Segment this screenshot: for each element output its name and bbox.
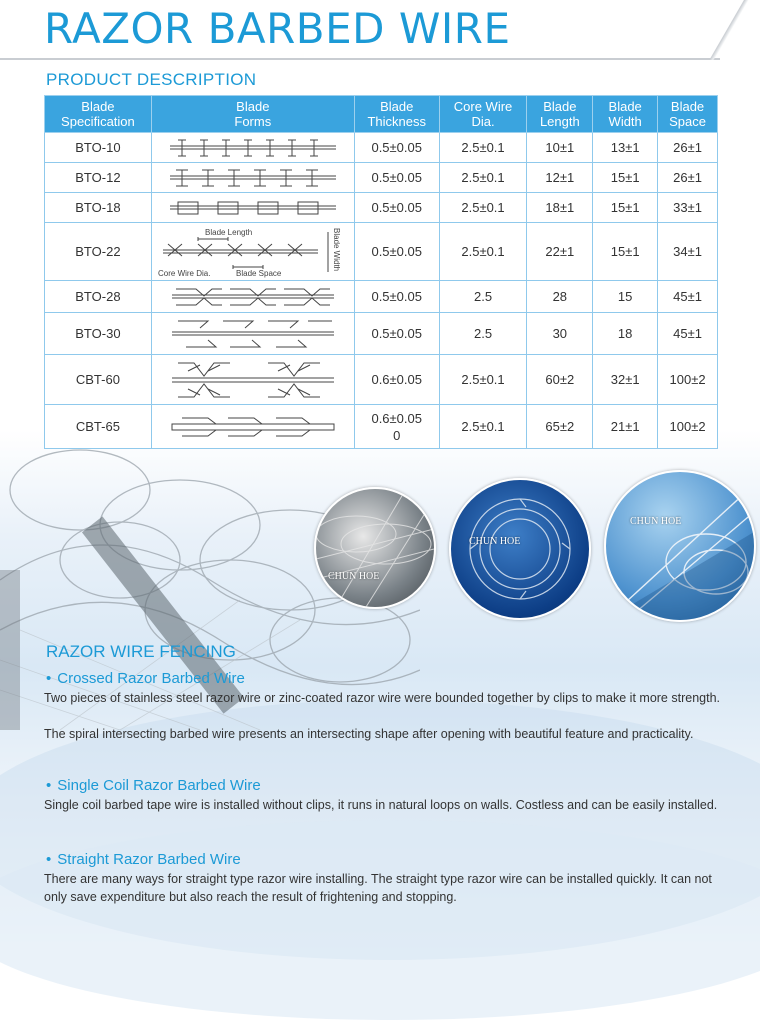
thickness-cell: 0.5±0.05 <box>354 223 439 281</box>
photo-caption: CHUN HOE <box>469 536 521 547</box>
space-cell: 33±1 <box>658 193 718 223</box>
blade-form-cell <box>151 281 354 313</box>
column-header: Blade Forms <box>151 96 354 133</box>
blade-form-bto-28-icon <box>168 285 338 309</box>
length-cell: 28 <box>527 281 593 313</box>
photo-caption: CHUN HOE <box>630 516 682 527</box>
table-row <box>45 405 718 449</box>
spec-cell: BTO-18 <box>45 193 152 223</box>
length-cell: 10±1 <box>527 133 593 163</box>
core-wire-cell: 2.5±0.1 <box>439 355 527 405</box>
width-cell: 15±1 <box>593 223 658 281</box>
thickness-cell: 0.6±0.05 0 <box>354 405 439 449</box>
spec-cell: BTO-10 <box>45 133 152 163</box>
bullet-icon: • <box>46 851 52 868</box>
length-cell: 65±2 <box>527 405 593 449</box>
space-cell: 45±1 <box>658 313 718 355</box>
page-title: RAZOR BARBED WIRE <box>44 4 511 53</box>
space-cell: 26±1 <box>658 163 718 193</box>
table-row <box>45 223 718 281</box>
width-cell: 21±1 <box>593 405 658 449</box>
crossed-razor-paragraph: The spiral intersecting barbed wire presents an intersecting shape after opening with beautiful feature and practicality. <box>44 727 694 741</box>
blade-form-bto-22-diagram <box>153 224 353 280</box>
spec-cell: CBT-65 <box>45 405 152 449</box>
table-row <box>45 193 718 223</box>
width-cell: 15±1 <box>593 163 658 193</box>
title-band <box>0 0 720 60</box>
spec-cell: BTO-12 <box>45 163 152 193</box>
length-cell: 18±1 <box>527 193 593 223</box>
column-header: Blade Space <box>658 96 718 133</box>
length-cell: 12±1 <box>527 163 593 193</box>
blade-form-cbt-60-icon <box>168 359 338 401</box>
space-cell: 100±2 <box>658 405 718 449</box>
column-header: Core Wire Dia. <box>439 96 527 133</box>
single-coil-title: • Single Coil Razor Barbed Wire <box>46 777 261 794</box>
straight-razor-title: • Straight Razor Barbed Wire <box>46 851 241 868</box>
core-wire-cell: 2.5±0.1 <box>439 405 527 449</box>
core-wire-cell: 2.5±0.1 <box>439 163 527 193</box>
blade-form-bto-10-icon <box>168 137 338 159</box>
blade-form-bto-12-icon <box>168 167 338 189</box>
blade-space-label: Blade Space <box>235 268 282 278</box>
length-cell: 60±2 <box>527 355 593 405</box>
thickness-cell: 0.5±0.05 <box>354 313 439 355</box>
product-photo <box>449 478 591 620</box>
razor-wire-fencing-title: RAZOR WIRE FENCING <box>46 642 236 661</box>
blade-form-bto-30-icon <box>168 317 338 351</box>
thickness-cell: 0.5±0.05 <box>354 193 439 223</box>
column-header: Blade Specification <box>45 96 152 133</box>
blade-length-label: Blade Length <box>204 227 252 237</box>
blade-form-cbt-65-icon <box>168 412 338 442</box>
single-coil-paragraph: Single coil barbed tape wire is installed without clips, it runs in natural loops on walls. Costless and can be easily installed. <box>44 798 718 812</box>
photo-caption: CHUN HOE <box>328 571 380 582</box>
thickness-cell: 0.6±0.05 <box>354 355 439 405</box>
table-row <box>45 133 718 163</box>
blade-form-cell <box>151 193 354 223</box>
blade-form-cell <box>151 355 354 405</box>
core-wire-cell: 2.5±0.1 <box>439 223 527 281</box>
crossed-razor-title: • Crossed Razor Barbed Wire <box>46 670 245 687</box>
blade-width-label: Blade Width <box>331 227 341 271</box>
core-wire-cell: 2.5±0.1 <box>439 193 527 223</box>
column-header: Blade Length <box>527 96 593 133</box>
table-header-row <box>45 96 718 133</box>
straight-razor-paragraph: There are many ways for straight type razor wire installing. The straight type razor wire can be installed quickly. It can not only save expenditure but also reach the result of frightening and stopping. <box>44 872 712 904</box>
blade-form-bto-18-icon <box>168 197 338 219</box>
blade-form-cell <box>151 133 354 163</box>
product-photo <box>314 487 436 609</box>
width-cell: 32±1 <box>593 355 658 405</box>
spec-cell: BTO-22 <box>45 223 152 281</box>
column-header: Blade Thickness <box>354 96 439 133</box>
length-cell: 30 <box>527 313 593 355</box>
space-cell: 45±1 <box>658 281 718 313</box>
table-row <box>45 355 718 405</box>
width-cell: 15±1 <box>593 193 658 223</box>
table-row <box>45 163 718 193</box>
thickness-cell: 0.5±0.05 <box>354 281 439 313</box>
length-cell: 22±1 <box>527 223 593 281</box>
product-photo <box>604 470 756 622</box>
blade-form-cell <box>151 405 354 449</box>
width-cell: 15 <box>593 281 658 313</box>
core-wire-cell: 2.5 <box>439 313 527 355</box>
thickness-cell: 0.5±0.05 <box>354 163 439 193</box>
core-wire-dia-label: Core Wire Dia. <box>157 268 211 278</box>
background-wave <box>0 820 760 1020</box>
spec-table <box>44 95 718 449</box>
width-cell: 13±1 <box>593 133 658 163</box>
crossed-razor-paragraph: Two pieces of stainless steel razor wire or zinc-coated razor wire were bounded together by clips to make it more strength. <box>44 691 721 705</box>
product-description-title: PRODUCT DESCRIPTION <box>46 70 257 89</box>
bullet-icon: • <box>46 670 52 687</box>
space-cell: 100±2 <box>658 355 718 405</box>
width-cell: 18 <box>593 313 658 355</box>
space-cell: 26±1 <box>658 133 718 163</box>
table-row <box>45 281 718 313</box>
column-header: Blade Width <box>593 96 658 133</box>
thickness-cell: 0.5±0.05 <box>354 133 439 163</box>
space-cell: 34±1 <box>658 223 718 281</box>
spec-cell: BTO-28 <box>45 281 152 313</box>
blade-form-cell <box>151 223 354 281</box>
blade-form-cell <box>151 163 354 193</box>
bullet-icon: • <box>46 777 52 794</box>
table-row <box>45 313 718 355</box>
spec-cell: CBT-60 <box>45 355 152 405</box>
blade-form-cell <box>151 313 354 355</box>
core-wire-cell: 2.5 <box>439 281 527 313</box>
spec-cell: BTO-30 <box>45 313 152 355</box>
core-wire-cell: 2.5±0.1 <box>439 133 527 163</box>
